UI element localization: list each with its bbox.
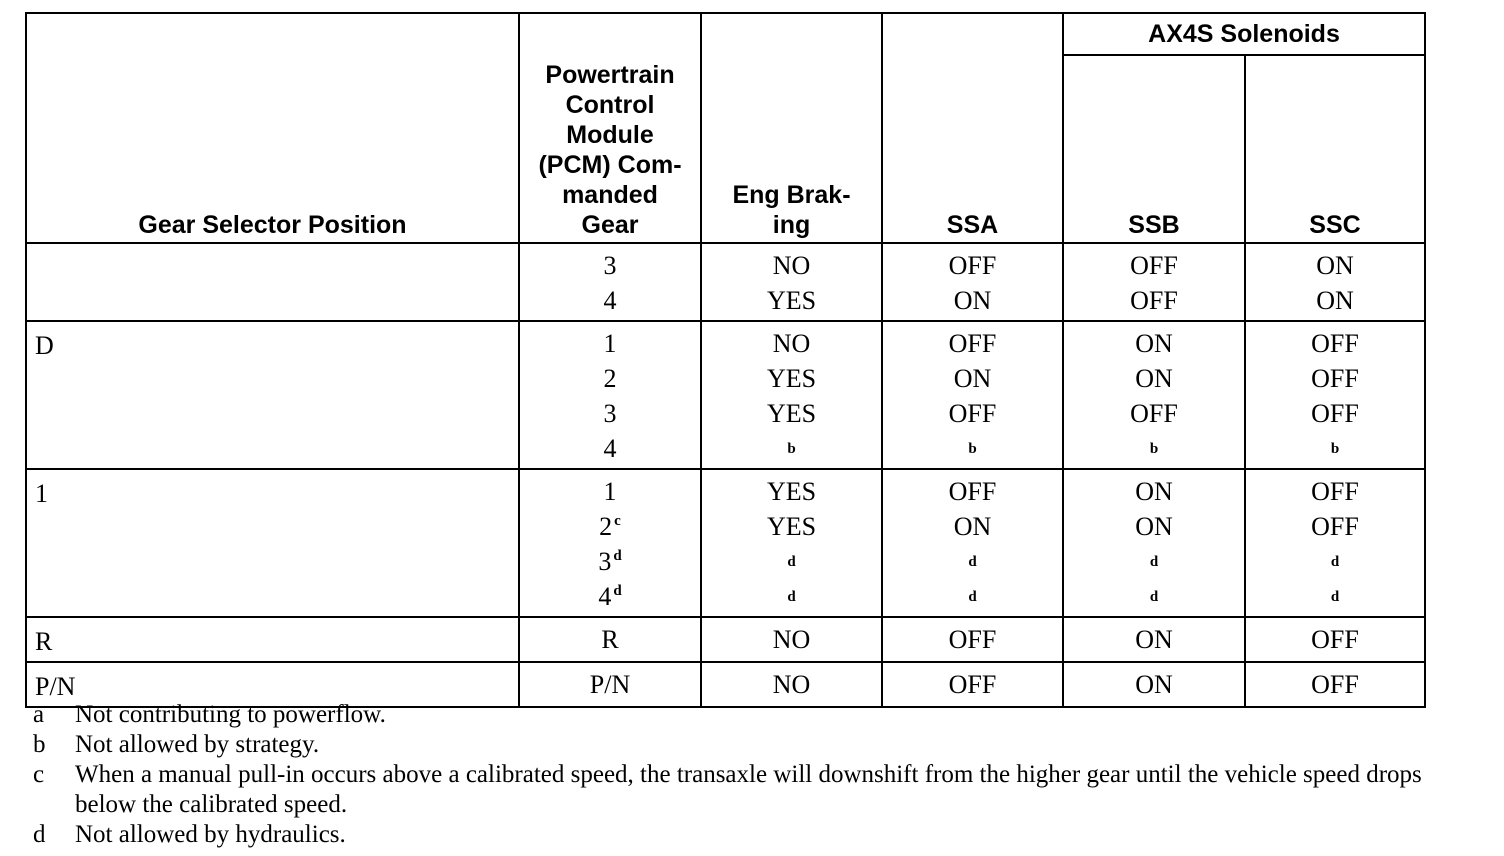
pcm-commanded-gear-cell <box>519 469 701 617</box>
header-pcm-commanded-gear <box>519 13 701 243</box>
header-pcm-line: Gear <box>581 211 639 239</box>
ssb-value: d <box>1149 554 1159 570</box>
header-pcm-line: manded <box>562 181 658 209</box>
header-ssa-text: SSA <box>946 211 999 239</box>
ssb-value: OFF <box>1130 286 1178 315</box>
footnote-key: c <box>33 761 45 788</box>
ssc-value: OFF <box>1311 670 1359 699</box>
ssc-value: OFF <box>1311 364 1359 393</box>
ssb-value: ON <box>1135 512 1173 541</box>
eng-braking-cell <box>701 243 882 321</box>
eng-braking-cell <box>701 617 882 662</box>
header-eng-braking-line: Eng Brak- <box>732 181 851 209</box>
ssc-value: ON <box>1316 251 1354 280</box>
ssa-value: OFF <box>948 477 997 506</box>
ssa-value-line <box>883 283 1062 318</box>
eng-braking-value-line <box>702 579 881 614</box>
pcm-commanded-gear-cell <box>519 617 701 662</box>
ssa-value: OFF <box>948 399 997 428</box>
pcm-commanded-gear-value-line <box>520 474 700 509</box>
ssc-cell <box>1245 321 1425 469</box>
ssb-value-line <box>1064 544 1244 579</box>
header-gear-selector-position <box>26 13 519 243</box>
table-row <box>26 469 1425 617</box>
pcm-commanded-gear-value: 4 <box>598 582 612 611</box>
ssc-value: d <box>1330 554 1340 570</box>
gear-selector-position-cell <box>26 321 519 469</box>
ssc-value-line <box>1246 431 1424 466</box>
eng-braking-value-line <box>702 509 881 544</box>
ssc-value: OFF <box>1311 329 1359 358</box>
pcm-commanded-gear-value-line <box>520 622 700 657</box>
pcm-commanded-gear-value: 4 <box>603 434 617 463</box>
gear-selector-position: R <box>35 627 53 656</box>
ssb-value: ON <box>1135 477 1173 506</box>
pcm-commanded-gear-value-line <box>520 361 700 396</box>
eng-braking-value-line <box>702 326 881 361</box>
ssb-value-line <box>1064 579 1244 614</box>
eng-braking-value-line <box>702 622 881 657</box>
footnote-key: d <box>33 821 46 848</box>
footnote <box>33 820 1473 850</box>
ssa-value: ON <box>953 512 992 541</box>
header-pcm-line: Powertrain <box>545 61 675 89</box>
ssb-value: OFF <box>1130 251 1178 280</box>
ssa-value-line <box>883 474 1062 509</box>
ssc-value: OFF <box>1311 399 1359 428</box>
ssc-value-line <box>1246 283 1424 318</box>
ssa-value: d <box>968 589 977 605</box>
pcm-commanded-gear-value-line <box>520 667 700 702</box>
header-pcm-line: Control <box>565 91 655 119</box>
ssa-value-line <box>883 361 1062 396</box>
ssc-cell <box>1245 243 1425 321</box>
ssb-value-line <box>1064 326 1244 361</box>
ssc-value-line <box>1246 248 1424 283</box>
header-ssc <box>1245 55 1425 243</box>
gear-selector-position-cell <box>26 617 519 662</box>
header-gear-selector-text: Gear Selector Position <box>138 211 407 239</box>
ssa-value-line <box>883 509 1062 544</box>
table-row <box>26 617 1425 662</box>
ssa-cell <box>882 321 1063 469</box>
eng-braking-value: NO <box>772 625 811 654</box>
footnote-text: When a manual pull-in occurs above a calibrated speed, the transaxle will downshift from the higher gear until the vehicle speed drops below the calibrated speed. <box>75 761 1422 818</box>
pcm-commanded-gear-value: 3 <box>603 251 617 280</box>
footnote-text: Not contributing to powerflow. <box>75 701 386 728</box>
ssb-value: ON <box>1135 364 1173 393</box>
pcm-commanded-gear-value: R <box>601 625 619 654</box>
footnote-text: Not allowed by strategy. <box>75 731 320 758</box>
ssa-value: d <box>968 554 977 570</box>
eng-braking-value: d <box>787 554 796 570</box>
ssc-value: d <box>1330 589 1340 605</box>
ssc-value-line <box>1246 544 1424 579</box>
pcm-commanded-gear-value-line <box>520 283 700 318</box>
ssb-value-line <box>1064 509 1244 544</box>
ssb-value-line <box>1064 667 1244 702</box>
ssc-value: OFF <box>1311 625 1359 654</box>
ssc-cell <box>1245 617 1425 662</box>
ssa-value: OFF <box>948 670 997 699</box>
ssb-cell <box>1063 321 1245 469</box>
ssc-value-line <box>1246 667 1424 702</box>
header-ssc-text: SSC <box>1309 211 1361 239</box>
footnote-key: b <box>33 731 46 758</box>
eng-braking-value-line <box>702 431 881 466</box>
pcm-commanded-gear-value: 2 <box>603 364 617 393</box>
pcm-commanded-gear-value-line <box>520 431 700 466</box>
eng-braking-value-line <box>702 474 881 509</box>
header-ssb-text: SSB <box>1128 211 1180 239</box>
ssc-cell <box>1245 469 1425 617</box>
ssb-value-line <box>1064 431 1244 466</box>
footnote-reference: c <box>614 513 621 529</box>
ssc-value: b <box>1330 441 1340 457</box>
ssb-value-line <box>1064 474 1244 509</box>
ssc-value: OFF <box>1311 477 1359 506</box>
eng-braking-value: d <box>787 589 796 605</box>
footnote-reference: d <box>613 548 622 564</box>
header-pcm-line: Module <box>566 121 654 149</box>
ssc-value-line <box>1246 326 1424 361</box>
eng-braking-value: YES <box>766 286 817 315</box>
footnotes <box>33 700 1473 850</box>
header-ssa <box>882 13 1063 243</box>
ssa-value: OFF <box>948 329 997 358</box>
ssa-value-line <box>883 431 1062 466</box>
eng-braking-value: NO <box>772 251 811 280</box>
header-pcm-line: (PCM) Com- <box>538 151 682 179</box>
pcm-commanded-gear-value: 1 <box>603 329 617 358</box>
ssa-value-line <box>883 248 1062 283</box>
eng-braking-value-line <box>702 361 881 396</box>
eng-braking-value: NO <box>772 329 811 358</box>
ssa-value-line <box>883 667 1062 702</box>
ssb-value: ON <box>1135 625 1173 654</box>
ssa-value: OFF <box>948 625 997 654</box>
gear-selector-position: P/N <box>35 672 76 701</box>
ssc-value-line <box>1246 474 1424 509</box>
pcm-commanded-gear-value: P/N <box>589 670 631 699</box>
ssa-cell <box>882 243 1063 321</box>
ssa-value: OFF <box>948 251 997 280</box>
ssb-value: ON <box>1135 329 1173 358</box>
eng-braking-value: YES <box>766 399 817 428</box>
pcm-commanded-gear-value: 3 <box>598 547 612 576</box>
footnote-text: Not allowed by hydraulics. <box>75 821 346 848</box>
pcm-commanded-gear-value: 4 <box>603 286 617 315</box>
ssa-value-line <box>883 579 1062 614</box>
pcm-commanded-gear-value: 3 <box>603 399 617 428</box>
ssb-value: ON <box>1135 670 1173 699</box>
eng-braking-value-line <box>702 396 881 431</box>
solenoid-application-table <box>25 12 1426 708</box>
ssa-value-line <box>883 396 1062 431</box>
ssb-value: b <box>1149 441 1159 457</box>
ssb-value-line <box>1064 622 1244 657</box>
eng-braking-value: NO <box>772 670 811 699</box>
eng-braking-value: YES <box>766 477 817 506</box>
ssc-value-line <box>1246 509 1424 544</box>
footnote-key: a <box>33 701 45 728</box>
eng-braking-cell <box>701 469 882 617</box>
ssb-cell <box>1063 617 1245 662</box>
ssb-value-line <box>1064 361 1244 396</box>
ssc-value-line <box>1246 579 1424 614</box>
table-body <box>26 243 1425 707</box>
pcm-commanded-gear-cell <box>519 321 701 469</box>
eng-braking-cell <box>701 321 882 469</box>
ssa-value: ON <box>953 286 992 315</box>
ssa-value-line <box>883 622 1062 657</box>
eng-braking-value: YES <box>766 512 817 541</box>
gear-selector-position-cell <box>26 469 519 617</box>
header-ssb <box>1063 55 1245 243</box>
eng-braking-value-line <box>702 544 881 579</box>
eng-braking-value: b <box>787 441 796 457</box>
ssc-value-line <box>1246 396 1424 431</box>
ssb-value: d <box>1149 589 1159 605</box>
header-eng-braking <box>701 13 882 243</box>
footnote <box>33 760 1473 820</box>
footnote-reference: d <box>613 583 622 599</box>
ssb-value-line <box>1064 248 1244 283</box>
header-group-text: AX4S Solenoids <box>1148 20 1340 48</box>
eng-braking-value-line <box>702 248 881 283</box>
gear-selector-position-cell <box>26 243 519 321</box>
footnote <box>33 730 1473 760</box>
table-row <box>26 321 1425 469</box>
header-eng-braking-line: ing <box>772 211 811 239</box>
ssa-value-line <box>883 544 1062 579</box>
gear-selector-position: 1 <box>35 479 48 508</box>
pcm-commanded-gear-value-line <box>520 544 700 579</box>
ssc-value: OFF <box>1311 512 1359 541</box>
pcm-commanded-gear-value-line <box>520 326 700 361</box>
ssa-value: ON <box>953 364 992 393</box>
pcm-commanded-gear-value-line <box>520 579 700 614</box>
header-ax4s-solenoids-group <box>1063 13 1425 55</box>
pcm-commanded-gear-value: 1 <box>603 477 617 506</box>
eng-braking-value-line <box>702 283 881 318</box>
pcm-commanded-gear-value-line <box>520 248 700 283</box>
gear-selector-position: D <box>35 331 54 360</box>
eng-braking-value: YES <box>766 364 817 393</box>
ssb-cell <box>1063 469 1245 617</box>
ssa-cell <box>882 469 1063 617</box>
ssb-cell <box>1063 243 1245 321</box>
ssa-value: b <box>968 441 977 457</box>
footnote <box>33 700 1473 730</box>
pcm-commanded-gear-cell <box>519 243 701 321</box>
ssc-value-line <box>1246 361 1424 396</box>
ssa-cell <box>882 617 1063 662</box>
eng-braking-value-line <box>702 667 881 702</box>
ssc-value-line <box>1246 622 1424 657</box>
ssb-value: OFF <box>1130 399 1178 428</box>
ssc-value: ON <box>1316 286 1354 315</box>
pcm-commanded-gear-value-line <box>520 396 700 431</box>
table-row <box>26 243 1425 321</box>
ssb-value-line <box>1064 283 1244 318</box>
pcm-commanded-gear-value: 2 <box>599 512 613 541</box>
pcm-commanded-gear-value-line <box>520 509 700 544</box>
ssa-value-line <box>883 326 1062 361</box>
ssb-value-line <box>1064 396 1244 431</box>
